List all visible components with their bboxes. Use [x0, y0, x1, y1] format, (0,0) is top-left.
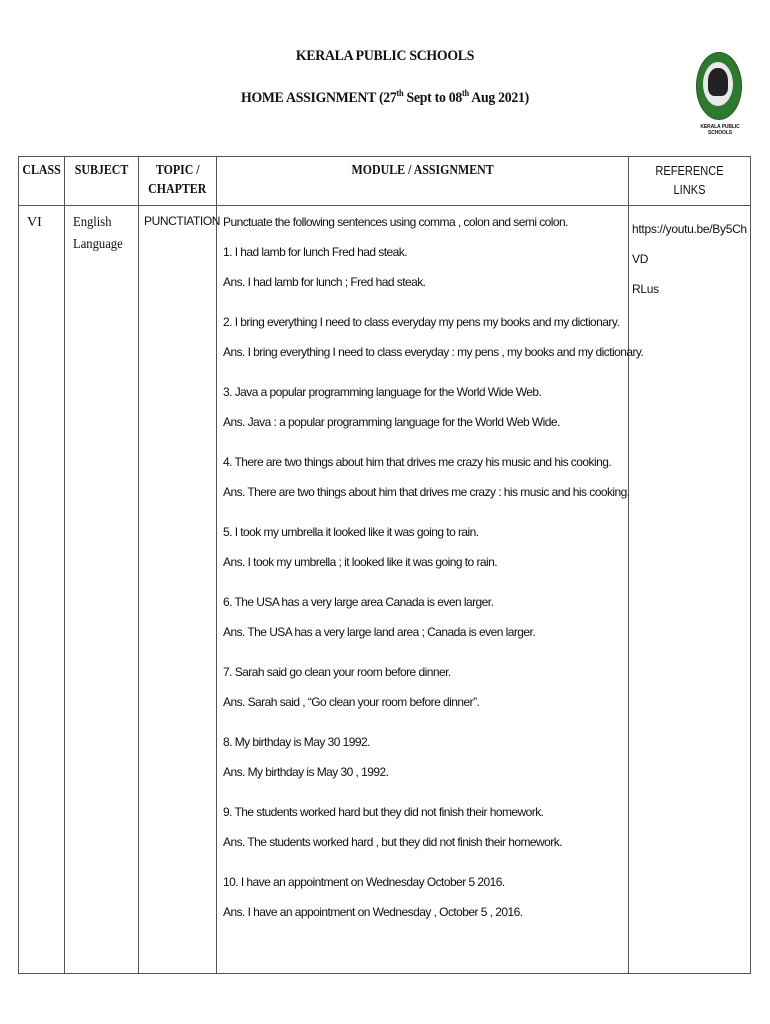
question-text: 10. I have an appointment on Wednesday October 5 2016.	[223, 875, 505, 889]
reference-link[interactable]: https://youtu.be/By5ChVD RLus	[632, 222, 747, 296]
question-text: 4. There are two things about him that drives me crazy his music and his cooking.	[223, 455, 612, 469]
answer-text: Ans. There are two things about him that drives me crazy : his music and his cooking.	[223, 485, 630, 499]
school-name: KERALA PUBLIC SCHOOLS	[295, 48, 475, 64]
title-sup-2: th	[462, 88, 469, 98]
list-item	[223, 522, 626, 582]
table-header-row	[19, 157, 751, 206]
cell-module	[217, 206, 644, 974]
header-module: MODULE / ASSIGNMENT	[217, 157, 629, 206]
title-prefix: HOME ASSIGNMENT (27	[241, 90, 397, 106]
question-text: 6. The USA has a very large area Canada is even larger.	[223, 595, 494, 609]
question-text: 8. My birthday is May 30 1992.	[223, 735, 370, 749]
document-header	[0, 0, 770, 150]
cell-reference	[629, 206, 751, 974]
list-item	[223, 312, 644, 372]
header-reference: REFERENCE LINKS	[629, 157, 751, 206]
cell-class: VI	[19, 206, 65, 974]
title-suffix: Aug 2021)	[468, 90, 529, 106]
assignment-table	[18, 156, 751, 974]
answer-text: Ans. The USA has a very large land area ; Canada is even larger.	[223, 625, 536, 639]
list-item	[223, 732, 626, 792]
answer-text: Ans. The students worked hard , but they did not finish their homework.	[223, 835, 562, 849]
answer-text: Ans. Sarah said , “Go clean your room before dinner”.	[223, 695, 480, 709]
logo-figure-icon	[708, 68, 728, 96]
answer-text: Ans. My birthday is May 30 , 1992.	[223, 765, 389, 779]
list-item	[223, 802, 626, 862]
table-row	[19, 206, 751, 974]
assignment-title	[31, 88, 739, 107]
header-subject: SUBJECT	[65, 157, 139, 206]
question-text: 2. I bring everything I need to class everyday my pens my books and my dictionary.	[223, 315, 620, 329]
question-text: 1. I had lamb for lunch Fred had steak.	[223, 245, 407, 259]
question-text: 7. Sarah said go clean your room before dinner.	[223, 665, 451, 679]
answer-text: Ans. I have an appointment on Wednesday , October 5 , 2016.	[223, 905, 523, 919]
list-item	[223, 242, 626, 302]
logo-text: KERALA PUBLIC SCHOOLS	[700, 124, 740, 136]
answer-text: Ans. I bring everything I need to class everyday : my pens , my books and my dictionary.	[223, 345, 644, 359]
list-item	[223, 452, 630, 512]
answer-text: Ans. Java : a popular programming language for the World Web Wide.	[223, 415, 560, 429]
question-text: 9. The students worked hard but they did not finish their homework.	[223, 805, 544, 819]
instruction-text: Punctuate the following sentences using comma , colon and semi colon.	[223, 215, 568, 229]
question-list	[223, 242, 644, 932]
question-text: 3. Java a popular programming language for the World Wide Web.	[223, 385, 542, 399]
header-class: CLASS	[19, 157, 65, 206]
cell-subject: English Language	[65, 206, 139, 974]
school-logo	[694, 52, 744, 136]
title-sup-1: th	[396, 88, 404, 98]
header-topic: TOPIC / CHAPTER	[139, 157, 217, 206]
list-item	[223, 592, 626, 652]
answer-text: Ans. I had lamb for lunch ; Fred had steak.	[223, 275, 426, 289]
question-text: 5. I took my umbrella it looked like it was going to rain.	[223, 525, 479, 539]
answer-text: Ans. I took my umbrella ; it looked like it was going to rain.	[223, 555, 498, 569]
list-item	[223, 382, 626, 442]
list-item	[223, 662, 626, 722]
list-item	[223, 872, 626, 932]
title-middle: Sept to 08	[403, 90, 463, 106]
cell-topic: PUNCTIATION	[139, 206, 217, 974]
